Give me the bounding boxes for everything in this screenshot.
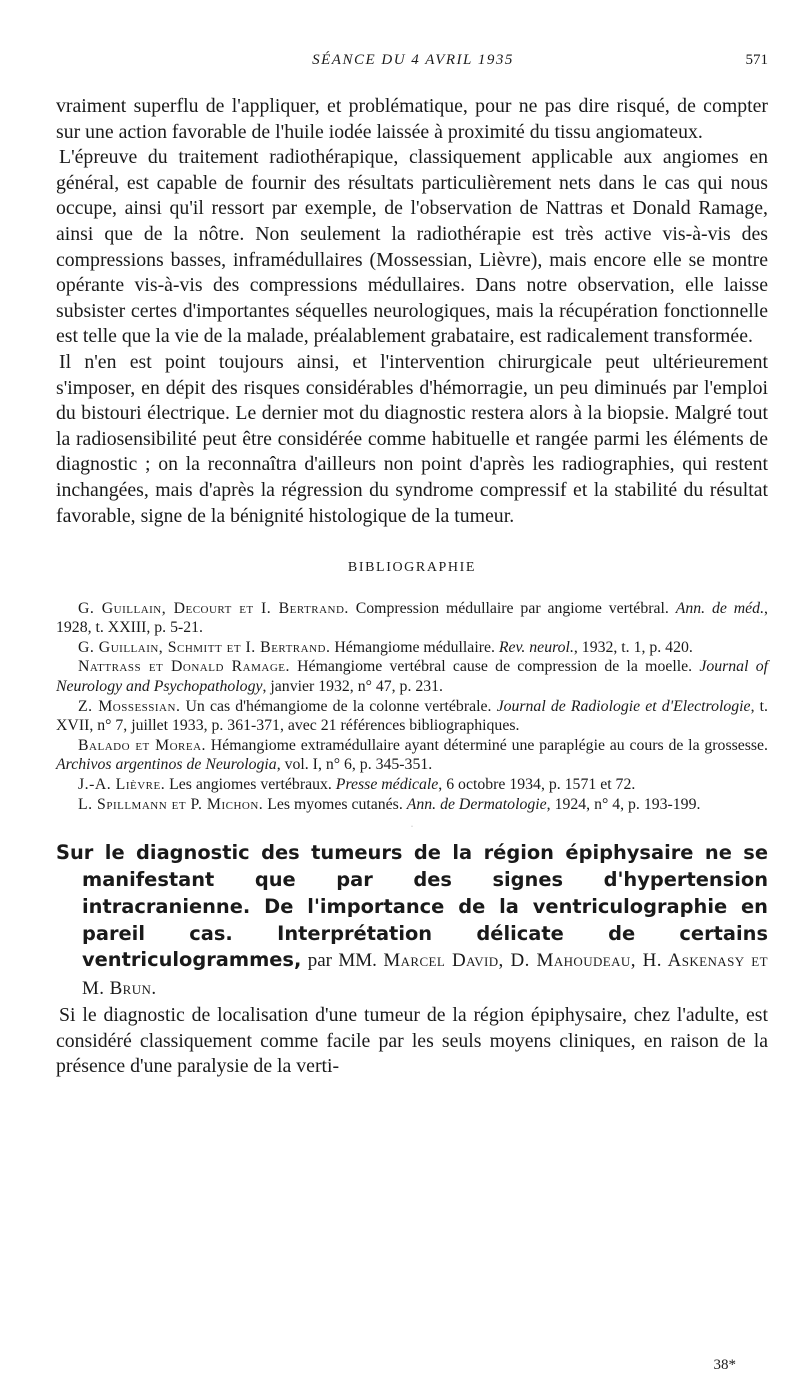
reference xyxy=(56,638,768,658)
reference-journal: Archivos argentinos de Neurologia xyxy=(56,756,277,774)
article-title: Sur le diagnostic des tumeurs de la région épiphysaire ne se manifestant que par des signes d'hypertension intracranienne. De l'importance de la ventriculographie en pareil cas. Interprétation délicate de certains ventriculogrammes, xyxy=(56,841,768,972)
reference-authors: G. Guillain, Decourt et I. Bertrand. xyxy=(78,599,349,617)
reference xyxy=(56,599,768,638)
running-header xyxy=(58,52,768,76)
reference-journal: Journal de Radiologie et d'Electrologie xyxy=(496,697,751,715)
paragraph: Il n'en est point toujours ainsi, et l'intervention chirurgicale peut ultérieurement s'imposer, en dépit des risques considérables d'hémorragie, un peu diminués par l'emploi du bistouri électrique. Le dernier mot du diagnostic restera alors à la biopsie. Malgré tout la radiosensibilité peut être considérée comme habituelle et rangée parmi les éléments de diagnostic ; on la reconnaîtra d'ailleurs non point d'après les radiographies, qui restent inchangées, mais d'après la régression du syndrome compressif et la stabilité du résultat favorable, signe de la bénignité histologique de la tumeur. xyxy=(56,350,768,527)
reference-title: Hémangiome extramédullaire ayant déterminé une paraplégie au cours de la grossesse. xyxy=(206,736,769,754)
reference-details: , vol. I, n° 6, p. 345-351. xyxy=(276,756,433,774)
bibliography-heading: BIBLIOGRAPHIE xyxy=(347,560,477,576)
reference xyxy=(56,657,768,696)
reference-title: Hémangiome médullaire. xyxy=(330,638,499,656)
running-title: SÉANCE DU 4 AVRIL 1935 xyxy=(312,52,514,68)
reference-details: , t. XVII, n° 7, juillet 1933, p. 361-371, avec 21 références bibliographiques. xyxy=(56,697,768,735)
reference-authors: G. Guillain, Schmitt et I. Bertrand. xyxy=(78,638,331,656)
bibliography xyxy=(56,599,768,815)
reference-title: Compression médullaire par angiome vertébral. xyxy=(348,599,676,617)
signature-mark: 38* xyxy=(713,1357,736,1373)
reference xyxy=(56,775,768,795)
reference-authors: Balado et Morea. xyxy=(78,736,207,754)
paragraph: Si le diagnostic de localisation d'une tumeur de la région épiphysaire, chez l'adulte, est considéré classiquement comme facile par les seuls moyens cliniques, en raison de la présence d'une paralysie de la verti- xyxy=(56,1004,768,1078)
reference xyxy=(56,697,768,736)
reference-title: Hémangiome vertébral cause de compression de la moelle. xyxy=(289,658,700,676)
reference-title: Un cas d'hémangiome de la colonne vertébrale. xyxy=(180,697,497,715)
reference-details: , 1928, t. XXIII, p. 5-21. xyxy=(56,599,768,637)
reference-authors: L. Spillmann et P. Michon. xyxy=(78,795,264,813)
reference-details: , janvier 1932, n° 47, p. 231. xyxy=(262,678,443,696)
section-divider xyxy=(56,818,768,840)
reference-details: , 1924, n° 4, p. 193-199. xyxy=(546,795,701,813)
reference-authors: J.-A. Lièvre. xyxy=(78,776,166,794)
reference-journal: Presse médicale xyxy=(335,776,439,794)
reference xyxy=(56,736,768,775)
reference xyxy=(56,795,768,815)
page-number: 571 xyxy=(745,52,768,68)
reference-title: Les angiomes vertébraux. xyxy=(165,776,336,794)
reference-journal: Rev. neurol. xyxy=(498,638,574,656)
reference-title: Les myomes cutanés. xyxy=(263,795,407,813)
reference-authors: Nattrass et Donald Ramage. xyxy=(78,658,290,676)
paragraph: L'épreuve du traitement radiothérapique, classiquement applicable aux angiomes en général, est capable de fournir des résultats particulièrement nets dans le cas qui nous occupe, ainsi qu'il ressort par exemple, de l'observation de Nattras et Donald Ramage, ainsi que de la nôtre. Non seulement la radiothérapie est très active vis-à-vis des compressions basses, inframédullaires (Mossessian, Lièvre), mais encore elle se montre opérante vis-à-vis des compressions médullaires. Dans notre observation, elle laisse subsister certes d'importantes séquelles neurologiques, mais la récupération fonctionnelle est telle que la vie de la malade, préalablement grabataire, est radicalement transformée. xyxy=(56,146,768,348)
main-text xyxy=(56,94,768,1080)
reference-details: , 6 octobre 1934, p. 1571 et 72. xyxy=(438,776,636,794)
reference-journal: Ann. de méd. xyxy=(675,599,765,617)
article-authors: Marcel David, D. Mahoudeau, H. Askenasy et M. Brun. xyxy=(82,950,768,1000)
reference-authors: Z. Mossessian. xyxy=(78,697,181,715)
paragraph: vraiment superflu de l'appliquer, et problématique, pour ne pas dire risqué, de compter sur une action favorable de l'huile iodée laissée à proximité du tissu angiomateux. xyxy=(56,95,768,143)
reference-journal: Ann. de Dermatologie xyxy=(406,795,547,813)
authors-lead: par MM. xyxy=(301,950,384,972)
reference-journal: Journal of Neurology and Psychopathology xyxy=(56,658,768,696)
reference-details: , 1932, t. 1, p. 420. xyxy=(573,638,693,656)
article-title-block xyxy=(56,840,768,1003)
